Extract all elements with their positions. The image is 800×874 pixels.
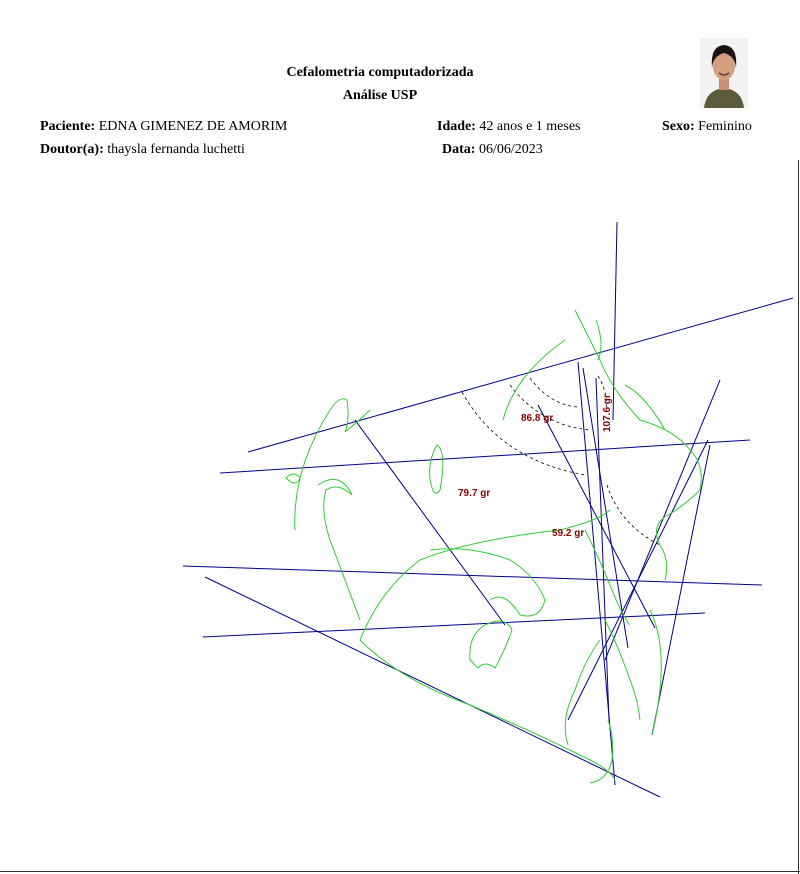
upper-incisor xyxy=(585,530,630,625)
soft-tissue-nose xyxy=(625,385,665,430)
soft-tissue-chin xyxy=(650,610,661,735)
date-field xyxy=(442,142,543,158)
angle-labels xyxy=(458,394,613,539)
date-label: Data: xyxy=(442,142,476,157)
cephalometric-tracing xyxy=(0,160,800,874)
incisor-axis-line xyxy=(538,405,655,628)
patient-age-label: Idade: xyxy=(437,119,476,134)
arc-large xyxy=(462,392,585,475)
patient-sex-label: Sexo: xyxy=(662,119,695,134)
reference-lines xyxy=(183,222,793,797)
doctor-field xyxy=(40,142,245,158)
arc-small xyxy=(530,378,578,407)
patient-age-field xyxy=(437,119,581,135)
patient-name-label: Paciente: xyxy=(40,119,96,134)
molar-tooth xyxy=(470,621,512,668)
patient-age: 42 anos e 1 meses xyxy=(479,119,581,134)
angle-label-impa: 59.2 gr xyxy=(552,528,585,539)
frankfort-line xyxy=(220,440,750,473)
ear-rod xyxy=(286,474,300,483)
ramus xyxy=(565,640,600,745)
doctor-label: Doutor(a): xyxy=(40,142,104,157)
report-title: Cefalometria computadorizada xyxy=(286,65,474,80)
angle-label-fma: 79.7 gr xyxy=(458,488,491,499)
anatomical-tracing xyxy=(286,310,701,783)
patient-name-field xyxy=(40,119,287,135)
angle-label-nsar: 107.6 gr xyxy=(602,394,613,432)
condyle xyxy=(318,479,360,620)
chin-line xyxy=(568,440,708,720)
arc-lower xyxy=(607,485,660,545)
angle-label-sna: 86.8 gr xyxy=(521,413,554,424)
mandibular-line xyxy=(205,577,660,797)
patient-sex-field xyxy=(662,119,752,135)
sn-line xyxy=(248,298,793,452)
profile-line xyxy=(652,445,710,735)
e-line xyxy=(605,380,720,660)
skull-contour xyxy=(503,340,565,420)
y-axis-line xyxy=(355,420,505,625)
mandible xyxy=(360,640,615,780)
patient-photo xyxy=(700,38,748,108)
orbit xyxy=(430,445,443,493)
doctor-name: thaysla fernanda luchetti xyxy=(107,142,245,157)
report-subtitle: Análise USP xyxy=(342,88,418,103)
angle-arcs xyxy=(462,376,660,545)
patient-name: EDNA GIMENEZ DE AMORIM xyxy=(98,119,288,134)
exam-date: 06/06/2023 xyxy=(478,142,543,157)
patient-sex: Feminino xyxy=(698,119,752,134)
palatal-line xyxy=(183,566,762,585)
palate xyxy=(430,549,545,616)
symphysis xyxy=(590,720,613,783)
